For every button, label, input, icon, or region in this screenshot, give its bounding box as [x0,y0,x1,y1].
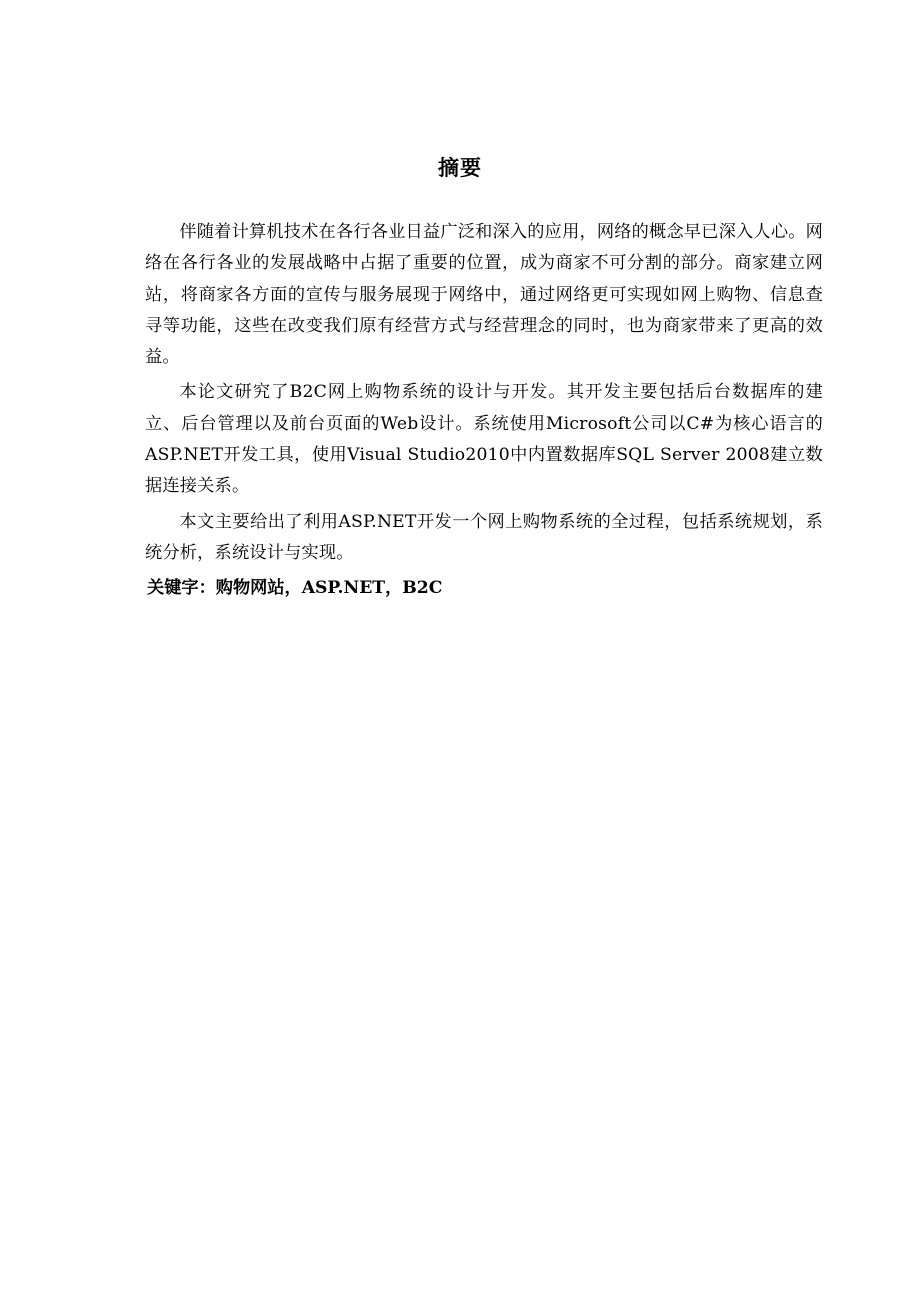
keywords-line: 关键字：购物网站，ASP.NET，B2C [147,578,443,599]
abstract-paragraph-3: 本文主要给出了利用ASP.NET开发一个网上购物系统的全过程，包括系统规划，系统分析，系统设计与实现。 [145,511,823,563]
abstract-paragraph-2: 本论文研究了B2C网上购物系统的设计与开发。其开发主要包括后台数据库的建立、后台管理以及前台页面的Web设计。系统使用Microsoft公司以C#为核心语言的ASP.NET开发工具，使用Visual Studio2010中内置数据库SQL Server 2008建立数据连接关系。 [145,382,823,497]
abstract-body [145,217,823,605]
abstract-paragraph-1: 伴随着计算机技术在各行各业日益广泛和深入的应用，网络的概念早已深入人心。网络在各行各业的发展战略中占据了重要的位置，成为商家不可分割的部分。商家建立网站，将商家各方面的宣传与服务展现于网络中，通过网络更可实现如网上购物、信息查寻等功能，这些在改变我们原有经营方式与经营理念的同时，也为商家带来了更高的效益。 [145,222,823,368]
abstract-title: 摘要 [438,156,482,180]
